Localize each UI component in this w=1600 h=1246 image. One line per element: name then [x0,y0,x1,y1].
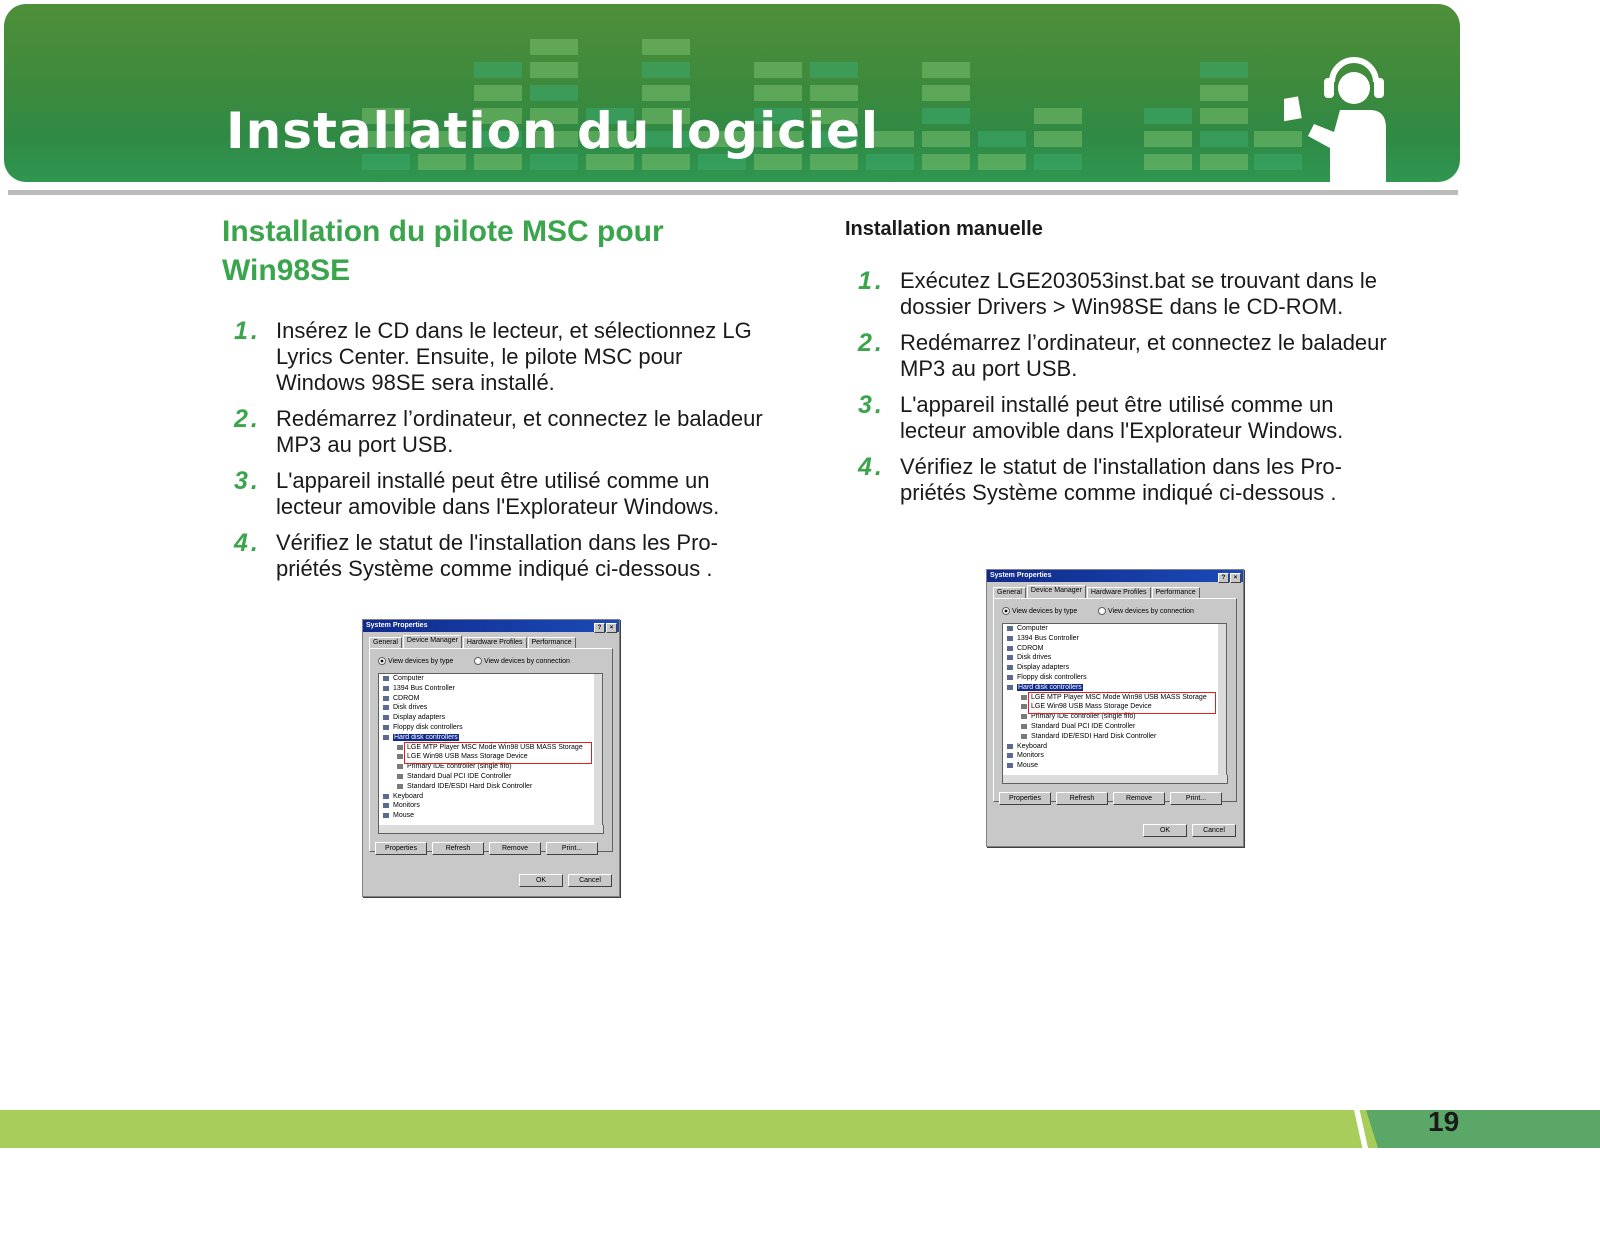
titlebar-buttons [1217,572,1241,584]
right-step-3 [858,392,1388,444]
steps-list-left [234,318,764,592]
titlebar-buttons [593,622,617,634]
radio-view-by-type[interactable]: View devices by type [1002,607,1077,615]
dialog-buttons [519,874,617,887]
device-tree-item[interactable]: Monitors [1003,751,1219,761]
tab-general[interactable]: General [993,587,1026,598]
refresh-button[interactable]: Refresh [1056,792,1108,805]
step-number: 1. [234,317,261,345]
device-tree-item[interactable]: Display adapters [1003,663,1219,673]
device-tree-item[interactable]: 1394 Bus Controller [1003,634,1219,644]
device-tree-item[interactable]: Floppy disk controllers [1003,673,1219,683]
radio-view-by-connection[interactable]: View devices by connection [1098,607,1194,615]
device-tree-item[interactable]: Standard IDE/ESDI Hard Disk Controller [1003,732,1219,742]
properties-button[interactable]: Properties [999,792,1051,805]
step-number: 1. [858,267,885,295]
step-text: L'appareil installé peut être utilisé comme un lecteur amovible dans l'Explorateur Windows. [900,392,1344,443]
section-heading-msc: Installation du pilote MSC pour Win98SE [222,215,664,287]
device-tree-item[interactable]: Floppy disk controllers [379,723,595,733]
properties-button[interactable]: Properties [375,842,427,855]
step-text: Redémarrez l’ordinateur, et connectez le baladeur MP3 au port USB. [276,406,763,457]
step-text: Vérifiez le statut de l'installation dans les Pro-priétés Système comme indiqué ci-dessous . [276,530,718,581]
ok-button[interactable]: OK [519,874,563,887]
step-text: L'appareil installé peut être utilisé comme un lecteur amovible dans l'Explorateur Windows. [276,468,720,519]
device-tree-item[interactable]: Standard Dual PCI IDE Controller [379,772,595,782]
step-text: Exécutez LGE203053inst.bat se trouvant dans le dossier Drivers > Win98SE dans le CD-ROM. [900,268,1377,319]
footer-page-tab [1366,1110,1600,1148]
print-button[interactable]: Print... [546,842,598,855]
vertical-scrollbar[interactable] [1218,623,1227,777]
device-tree-item[interactable]: Keyboard [1003,742,1219,752]
horizontal-scrollbar[interactable] [1002,775,1228,784]
left-step-4 [234,530,764,582]
ok-button[interactable]: OK [1143,824,1187,837]
device-tree-item[interactable]: Disk drives [1003,653,1219,663]
system-properties-screenshot-right [986,569,1244,847]
step-text: Insérez le CD dans le lecteur, et sélectionnez LG Lyrics Center. Ensuite, le pilote MSC pour Windows 98SE sera installé. [276,318,752,395]
dialog-title: System Properties [990,572,1052,579]
header-banner [4,4,1460,182]
device-tree-item[interactable]: Hard disk controllers [379,733,595,743]
dialog-tabs [993,587,1201,598]
headset-person-icon [1284,48,1424,182]
vertical-scrollbar[interactable] [594,673,603,827]
tab-device-manager[interactable]: Device Manager [1027,585,1086,598]
step-text: Vérifiez le statut de l'installation dans les Pro-priétés Système comme indiqué ci-dessous . [900,454,1342,505]
page-title: Installation du logiciel [226,102,880,160]
left-step-3 [234,468,764,520]
device-manager-panel [369,648,613,852]
step-number: 2. [858,329,885,357]
dialog-tabs [369,637,577,648]
dialog-titlebar [987,570,1243,582]
device-tree-item[interactable]: Standard IDE/ESDI Hard Disk Controller [379,782,595,792]
remove-button[interactable]: Remove [489,842,541,855]
highlight-box [1028,692,1216,714]
device-tree-item[interactable]: Display adapters [379,713,595,723]
device-tree-item[interactable]: Standard Dual PCI IDE Controller [1003,722,1219,732]
help-button[interactable]: ? [594,623,605,633]
device-tree-item[interactable]: 1394 Bus Controller [379,684,595,694]
system-properties-screenshot-left [362,619,620,897]
remove-button[interactable]: Remove [1113,792,1165,805]
dialog-buttons [1143,824,1241,837]
radio-view-by-connection[interactable]: View devices by connection [474,657,570,665]
device-tree-item[interactable]: CDROM [379,694,595,704]
right-step-1 [858,268,1388,320]
device-tree-item[interactable]: Keyboard [379,792,595,802]
print-button[interactable]: Print... [1170,792,1222,805]
left-step-2 [234,406,764,458]
device-tree-item[interactable]: LGE MTP Player MSC Mode Win98 USB MASS Storage [1003,693,1219,703]
tab-performance[interactable]: Performance [528,637,576,648]
tab-hardware-profiles[interactable]: Hardware Profiles [463,637,527,648]
refresh-button[interactable]: Refresh [432,842,484,855]
help-button[interactable]: ? [1218,573,1229,583]
page-number: 19 [1428,1106,1460,1137]
device-tree-item[interactable]: Primary IDE controller (single fifo) [1003,712,1219,722]
header-divider [8,190,1458,195]
highlight-box [404,742,592,764]
left-step-1 [234,318,764,396]
right-step-2 [858,330,1388,382]
cancel-button[interactable]: Cancel [1192,824,1236,837]
radio-view-by-type[interactable]: View devices by type [378,657,453,665]
device-tree-item[interactable]: Monitors [379,801,595,811]
cancel-button[interactable]: Cancel [568,874,612,887]
horizontal-scrollbar[interactable] [378,825,604,834]
step-number: 2. [234,405,261,433]
step-number: 4. [234,529,261,557]
dialog-titlebar [363,620,619,632]
device-tree-item[interactable]: LGE MTP Player MSC Mode Win98 USB MASS Storage [379,743,595,753]
step-number: 3. [234,467,261,495]
device-tree-item[interactable]: Computer [379,674,595,684]
step-text: Redémarrez l’ordinateur, et connectez le baladeur MP3 au port USB. [900,330,1387,381]
device-tree-item[interactable]: Hard disk controllers [1003,683,1219,693]
tab-device-manager[interactable]: Device Manager [403,635,462,648]
tab-performance[interactable]: Performance [1152,587,1200,598]
close-button[interactable]: × [606,623,617,633]
device-tree-item[interactable]: LGE Win98 USB Mass Storage Device [1003,702,1219,712]
steps-list-right [858,268,1388,516]
step-number: 3. [858,391,885,419]
device-tree-item[interactable]: Disk drives [379,703,595,713]
device-tree-item[interactable]: CDROM [1003,644,1219,654]
device-tree-item[interactable]: Mouse [1003,761,1219,771]
tab-hardware-profiles[interactable]: Hardware Profiles [1087,587,1151,598]
dialog-title: System Properties [366,622,428,629]
section-heading-manual: Installation manuelle [845,218,1043,240]
close-button[interactable]: × [1230,573,1241,583]
device-tree-item[interactable]: Computer [1003,624,1219,634]
device-tree-item[interactable]: LGE Win98 USB Mass Storage Device [379,752,595,762]
device-manager-panel [993,598,1237,802]
right-step-4 [858,454,1388,506]
tab-general[interactable]: General [369,637,402,648]
device-tree-item[interactable]: Mouse [379,811,595,821]
step-number: 4. [858,453,885,481]
device-tree-item[interactable]: Primary IDE controller (single fifo) [379,762,595,772]
device-buttons [375,842,603,855]
device-buttons [999,792,1227,805]
